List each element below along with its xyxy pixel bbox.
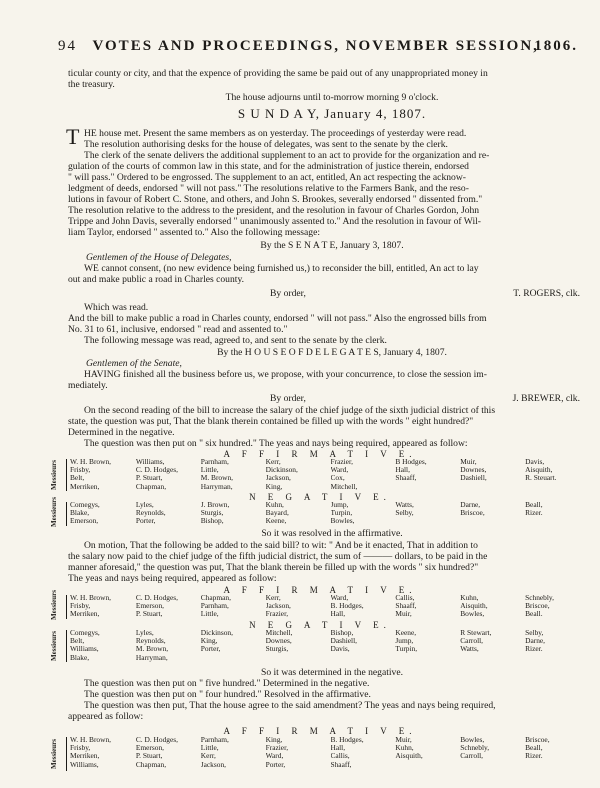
member-name: Kerr, [200,752,216,761]
member-name: Rizer. [525,509,543,518]
member-name: Watts, [460,645,479,654]
member-name: Davis, [525,458,545,466]
side-label-messieurs: Messieurs [50,497,58,527]
member-name: M. Brown, [135,645,169,654]
member-name: Kerr, [265,594,281,602]
member-name: B. Hodges, [330,736,364,744]
member-name: Cox, [330,474,345,483]
member-name: King, [265,736,283,744]
member-name: Aisquith, [460,602,488,611]
member-name: King, [265,482,283,491]
text-line: the salary now paid to the chief judge of the fifth judicial district, the sum of ——— dollars, to be paid in the [68,551,488,562]
text-line: The resolution authorising desks for the house of delegates, was sent to the senate by the clerk. [84,139,448,150]
member-name: Callis, [395,594,415,602]
text-line: lutions in favour of Robert C. Stone, and others, and John S. Brookes, severally endorsed " dissented from." [68,194,483,205]
member-name [525,483,590,491]
member-name: Lyles, [135,629,154,637]
member-name: Schnebly, [525,594,554,602]
vote2-affirmative-list [70,594,590,619]
drop-cap: T [66,124,80,149]
member-name: Parnham, [200,602,229,611]
name-row [70,517,590,525]
negative-label: N E G A T I V E. [249,620,391,630]
member-name: R Stewart, [460,629,492,637]
text-line: the treasury. [68,79,115,90]
member-name: Chapman, [200,594,231,602]
text-line: appeared as follow: [68,711,144,722]
member-name: Turpin, [330,509,353,518]
member-name: Downes, [460,466,487,475]
member-name: Belt, [70,637,85,646]
member-name: C. D. Hodges, [135,466,178,475]
text-line: Which was read. [84,302,149,313]
side-label-messieurs: Messieurs [50,631,58,661]
text-line: ledgment of deeds, endorsed " will not pass." The resolutions relative to the Farmers Bank, and the reso- [68,183,469,194]
text-line: The question was then put on " four hundred." Resolved in the affirmative. [84,689,371,700]
house-signer: J. BREWER, clk. [512,393,580,404]
member-name: Dashiell, [330,637,357,646]
member-name: Emerson, [135,602,164,611]
name-row [70,629,590,637]
member-name: Hall, [330,610,346,619]
member-name: Blake, [70,653,90,662]
name-row [70,761,590,769]
member-name: J. Brown, [200,501,230,509]
member-name: R. Steuart. [525,474,557,483]
by-order: By order, [270,288,306,299]
member-name: P. Stuart, [135,474,163,483]
member-name: King, [200,637,218,646]
member-name: Frisby, [70,602,91,611]
adjourn-line: The house adjourns until to-morrow morning 9 o'clock. [225,92,439,103]
member-name: Shaaff, [330,760,352,769]
member-name: Callis, [330,752,350,761]
text-line: And the bill to make public a road in Charles county, endorsed " will not pass." Also the engrossed bills from [68,313,487,324]
member-name: Little, [200,610,219,619]
member-name: Beall, [525,501,543,509]
member-name: Muir, [395,610,412,619]
text-line: On motion, That the following be added to the said bill? to wit: " And be it enacted, That in addition to [84,540,478,551]
running-title: VOTES AND PROCEEDINGS, NOVEMBER SESSION, [92,38,539,54]
text-line: The resolution relative to the address to the president, and the resolution in favour of Charles Gordon, John [68,205,480,216]
member-name: B Hodges, [395,458,427,466]
member-name: Schnebly, [460,744,490,753]
name-row [70,501,590,509]
brace [62,630,67,662]
vote2-negative-list [70,629,590,662]
vote-result: So it was resolved in the affirmative. [261,528,403,539]
member-name: Briscoe, [525,736,550,744]
member-name: Blake, [70,509,90,518]
member-name: Bishop, [200,517,224,526]
member-name: Shaaff, [395,602,417,611]
member-name: M. Brown, [200,474,233,483]
name-row [70,509,590,517]
affirmative-label: A F F I R M A T I V E. [223,585,417,595]
member-name: Lyles, [135,501,154,509]
member-name: Watts, [395,501,414,509]
member-name: Little, [200,744,219,753]
member-name: Reynolds, [135,509,166,518]
member-name: Frazier, [265,610,289,619]
date-heading: S U N D A Y, January 4, 1807. [237,108,427,121]
member-name: Frisby, [70,466,91,475]
member-name: Shaaff, [395,474,417,483]
member-name: P. Stuart, [135,610,163,619]
member-name: Carroll, [460,752,484,761]
text-line: state, the question was put, That the blank therein contained be filled up with the words " eight hundred?" [68,416,474,427]
member-name: Merriken, [70,482,100,491]
member-name: Beall. [525,610,543,619]
member-name: Jump, [330,501,349,509]
member-name: Merriken, [70,610,100,619]
member-name: Jackson, [265,602,291,611]
member-name: Belt, [70,474,85,483]
by-order: By order, [270,393,306,404]
member-name: Reynolds, [135,637,166,646]
text-line: The clerk of the senate delivers the additional supplement to an act to provide for the organization and re- [84,150,490,161]
member-name: Frisby, [70,744,91,753]
affirmative-label: A F F I R M A T I V E. [223,449,417,459]
running-year: 1806. [534,38,578,54]
name-row [70,483,590,491]
text-line: manner aforesaid," the question was put, That the blank therein be filled up with the words " six hundred?" [68,562,479,573]
name-row [70,645,590,653]
member-name: Hall, [330,744,346,753]
member-name: Williams, [135,458,165,466]
house-message-from: By the H O U S E O F D E L E G A T E S, January 4, 1807. [217,347,447,358]
text-line: The question was then put, That the house agree to the said amendment? The yeas and nays being required, [84,700,496,711]
member-name [460,761,525,769]
member-name: Beall, [525,744,543,753]
text-line: mediately. [68,380,108,391]
text-line: liam Taylor, endorsed " assented to." Also the following message: [68,227,320,238]
member-name: Hall, [395,466,410,475]
member-name [395,483,460,491]
member-name: Bowles, [460,610,485,619]
member-name: Muir, [460,458,477,466]
text-line: HAVING finished all the business before us, we propose, with your concurrence, to close the session im- [84,369,487,380]
member-name: Downes, [265,637,292,646]
member-name: Ward, [330,594,349,602]
member-name [395,761,460,769]
member-name: Williams, [70,760,99,769]
text-line: On the second reading of the bill to increase the salary of the chief judge of the sixth judicial district of this [84,405,496,416]
member-name: Merriken, [70,752,100,761]
affirmative-label: A F F I R M A T I V E. [223,726,417,736]
text-line: No. 31 to 61, inclusive, endorsed " read and assented to." [68,324,288,335]
member-name: Briscoe, [460,509,485,518]
member-name: Rizer. [525,752,543,761]
member-name: W. H. Brown, [70,594,111,602]
member-name: Chapman, [135,760,167,769]
member-name: Parnham, [200,458,229,466]
text-line: Trippe and John Davis, severally endorsed " unanimously assented to." And the resolution in favour of Wil- [68,216,481,227]
member-name: Comegys, [70,629,100,637]
member-name: Mitchell, [265,629,293,637]
member-name: Bowles, [460,736,485,744]
member-name: Davis, [330,645,350,654]
member-name: Little, [200,466,219,475]
member-name: Jackson, [265,474,291,483]
member-name: Harryman, [135,653,168,662]
member-name: Comegys, [70,501,100,509]
member-name [525,761,590,769]
member-name [525,517,590,525]
member-name: W. H. Brown, [70,458,111,466]
member-name: Dashiell, [460,474,487,483]
house-salutation: Gentlemen of the Senate, [86,358,182,369]
member-name: Turpin, [395,645,418,654]
name-row [70,466,590,474]
member-name [395,654,460,662]
side-label-messieurs: Messieurs [50,590,58,620]
member-name: Dickinson, [200,629,233,637]
senate-signer: T. ROGERS, clk. [513,288,580,299]
member-name: B. Hodges, [330,602,364,611]
member-name [201,654,266,662]
member-name: W. H. Brown, [70,736,111,744]
text-line: out and make public a road in Charles county. [68,274,245,285]
member-name [525,654,590,662]
page-number: 94 [58,38,77,54]
member-name: C. D. Hodges, [135,594,178,602]
side-label-messieurs: Messieurs [50,739,58,769]
vote1-affirmative-list [70,458,590,491]
member-name: Rizer. [525,645,543,654]
text-line: The following message was read, agreed to, and sent to the senate by the clerk. [84,335,387,346]
name-row [70,637,590,645]
vote3-affirmative-list [70,736,590,769]
member-name: Frazier, [265,744,289,753]
member-name: Bishop, [330,629,354,637]
member-name: Jackson, [200,760,226,769]
brace [62,502,67,526]
member-name: Kuhn, [460,594,479,602]
member-name: Selby, [525,629,544,637]
member-name: Emerson, [135,744,164,753]
member-name: Selby, [395,509,414,518]
member-name: Kuhn, [395,744,414,753]
name-row [70,654,590,662]
member-name [331,654,396,662]
vote1-negative-list [70,501,590,526]
text-line: gulation of the courts of common law in this state, and for the administration of justice therein, endorsed [68,161,469,172]
text-line: Determined in the negative. [68,427,175,438]
name-row [70,594,590,602]
name-row [70,458,590,466]
member-name: Williams, [70,645,99,654]
page-header [58,38,578,55]
brace [62,595,67,619]
member-name: Muir, [395,736,412,744]
senate-salutation: Gentlemen of the House of Delegates, [86,252,232,263]
member-name: Carroll, [460,637,484,646]
negative-label: N E G A T I V E. [249,492,391,502]
member-name: Sturgis, [200,509,224,518]
member-name: Kerr, [265,458,281,466]
member-name [395,517,460,525]
text-line: The yeas and nays being required, appeared as follow: [68,573,277,584]
member-name: Bowles, [330,517,355,526]
member-name: Porter, [135,517,156,526]
name-row [70,474,590,482]
side-label-messieurs: Messieurs [50,460,58,490]
member-name: Parnham, [200,736,229,744]
member-name: Frazier, [330,458,353,466]
text-line: ticular county or city, and that the expence of providing the same be paid out of any unappropriated money in [68,68,488,79]
text-line: " will pass." Ordered to be engrossed. The supplement to an act, entitled, An act respecting the acknow- [68,172,466,183]
text-line: The question was then put on " five hundred." Determined in the negative. [84,678,370,689]
text-line: WE cannot consent, (no new evidence being furnished us,) to reconsider the bill, entitled, An act to lay [84,263,479,274]
member-name: C. D. Hodges, [135,736,178,744]
member-name: Harryman, [200,482,233,491]
member-name [266,654,331,662]
member-name [460,517,525,525]
text-line: The question was then put on " six hundred." The yeas and nays being required, appeared as follow: [84,438,468,449]
member-name: Ward, [265,752,284,761]
member-name: Darne, [525,637,546,646]
member-name: Darne, [460,501,481,509]
member-name [460,483,525,491]
member-name: Chapman, [135,482,167,491]
member-name: Aisquith, [395,752,423,761]
member-name: Briscoe, [525,602,550,611]
name-row [70,610,590,618]
member-name: Aisquith, [525,466,553,475]
name-row [70,736,590,744]
member-name: Porter, [265,760,286,769]
member-name: Ward, [330,466,349,475]
member-name: Porter, [200,645,221,654]
member-name: Sturgis, [265,645,289,654]
brace [62,737,67,771]
member-name: Emerson, [70,517,99,526]
name-row [70,744,590,752]
member-name [460,654,525,662]
brace [62,459,67,491]
member-name: Keene, [395,629,417,637]
member-name: Dickinson, [265,466,298,475]
name-row [70,752,590,760]
member-name: Keene, [265,517,287,526]
name-row [70,602,590,610]
member-name: P. Stuart, [135,752,163,761]
member-name: Bayard, [265,509,289,518]
member-name: Jump, [395,637,414,646]
senate-message-from: By the S E N A T E, January 3, 1807. [260,240,404,251]
text-line: HE house met. Present the same members as on yesterday. The proceedings of yesterday were read. [84,128,467,139]
member-name: Kuhn, [265,501,284,509]
vote-result: So it was determined in the negative. [260,667,403,678]
member-name: Mitchell, [330,482,358,491]
